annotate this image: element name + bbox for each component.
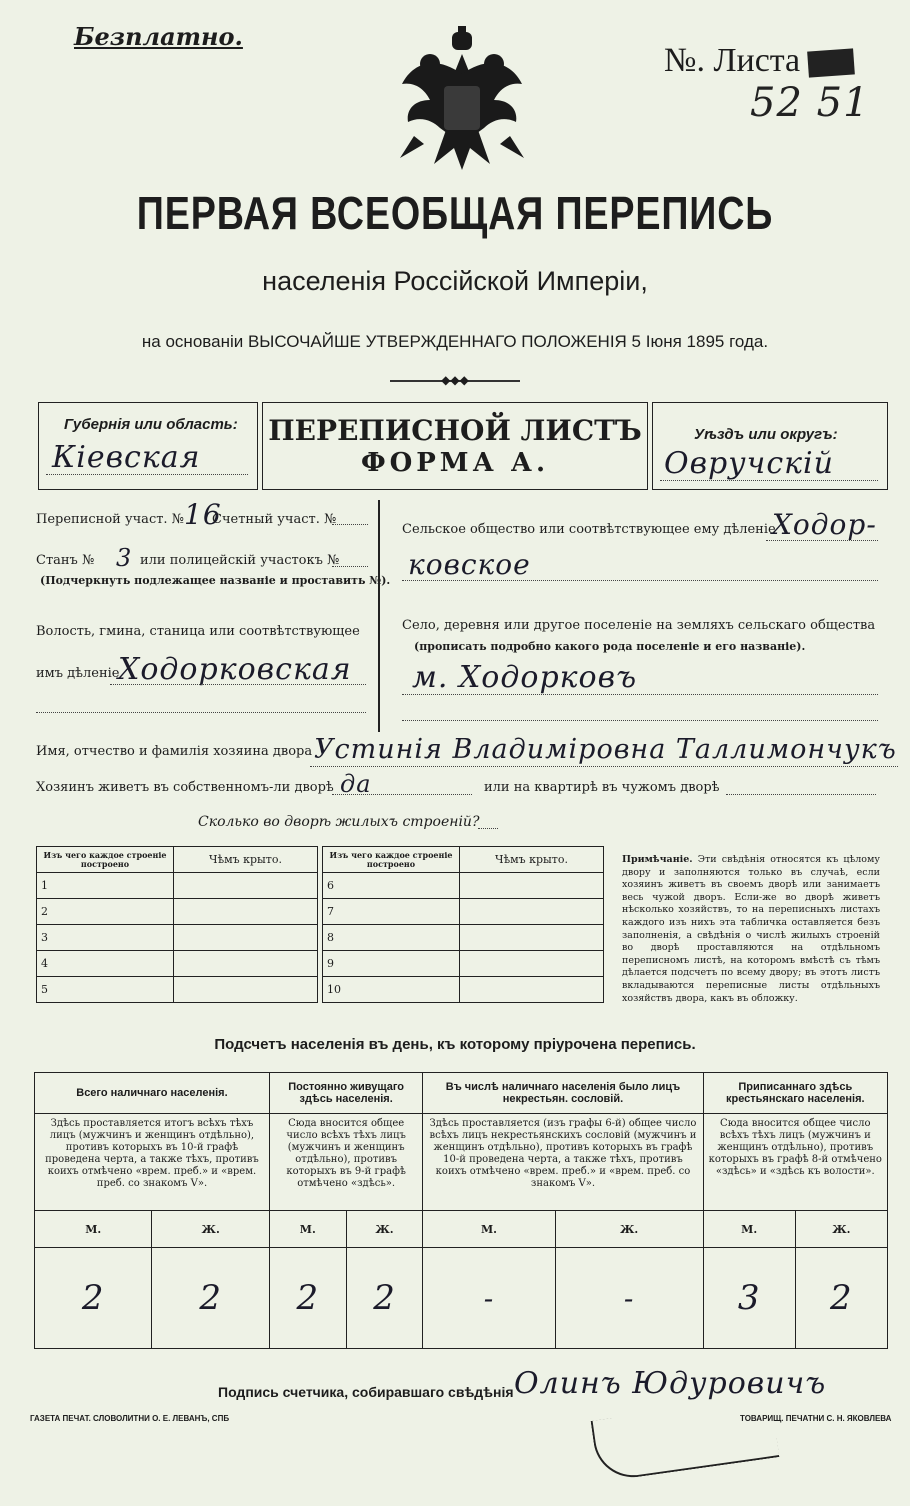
table-row bbox=[323, 951, 604, 977]
owner-rent-label: или на квартирѣ въ чужомъ дворѣ bbox=[484, 780, 720, 795]
note-title: Примѣчаніе. bbox=[622, 854, 693, 865]
col-material: Изъ чего каждое строеніе построено bbox=[323, 847, 460, 873]
col-head-non-peasant: Въ числѣ наличнаго населенія было лицъ некрестьян. сословій. bbox=[423, 1073, 703, 1114]
district-label: Уѣздъ или округъ: bbox=[694, 426, 838, 443]
owner-lives-label: Хозяинъ живетъ въ собственномъ-ли дворѣ bbox=[36, 780, 334, 795]
row-number: 7 bbox=[323, 899, 460, 925]
permanent-female-value: 2 bbox=[346, 1248, 423, 1349]
buildings-table-left bbox=[36, 846, 318, 1003]
free-label: Безплатно. bbox=[74, 22, 243, 51]
male-label: М. bbox=[35, 1211, 152, 1248]
row-number: 6 bbox=[323, 873, 460, 899]
stan-value: 3 bbox=[116, 544, 133, 572]
volost-label: Волость, гмина, станица или соотвѣтствующее bbox=[36, 624, 360, 639]
village-label: Село, деревня или другое поселеніе на земляхъ сельскаго общества bbox=[402, 618, 876, 633]
female-label: Ж. bbox=[795, 1211, 887, 1248]
col-material: Изъ чего каждое строеніе построено bbox=[37, 847, 174, 873]
sheet-number-handwritten: 52 51 bbox=[750, 80, 870, 126]
table-row bbox=[37, 977, 318, 1003]
peasant-male-value: 3 bbox=[703, 1248, 795, 1349]
male-label: М. bbox=[269, 1211, 346, 1248]
row-number: 10 bbox=[323, 977, 460, 1003]
stan-label: Станъ № bbox=[36, 553, 95, 568]
sheet-number-label: №. Листа bbox=[664, 42, 801, 79]
village-value: м. Ходорковъ bbox=[412, 660, 638, 695]
table-row bbox=[323, 925, 604, 951]
table-row bbox=[37, 873, 318, 899]
count-district-label: Счетный участ. № bbox=[212, 512, 337, 527]
row-number: 5 bbox=[37, 977, 174, 1003]
female-label: Ж. bbox=[555, 1211, 703, 1248]
buildings-question: Сколько во дворѣ жилыхъ строеній? bbox=[198, 814, 480, 830]
total-male-value: 2 bbox=[35, 1248, 152, 1349]
col-roof: Чѣмъ крыто. bbox=[460, 847, 604, 873]
table-row bbox=[37, 951, 318, 977]
row-number: 3 bbox=[37, 925, 174, 951]
printer-imprint-left: ГАЗЕТА ПЕЧАТ. СЛОВОЛИТНИ О. Е. ЛЕВАНЪ, СПБ bbox=[30, 1414, 230, 1423]
village-note: (прописать подробно какого рода поселеніе и его названіе). bbox=[414, 640, 806, 653]
census-district-label: Переписной участ. № bbox=[36, 512, 184, 527]
buildings-note bbox=[622, 854, 880, 1005]
owner-lives-value: да bbox=[340, 770, 372, 798]
legal-basis: на основаніи ВЫСОЧАЙШЕ УТВЕРЖДЕННАГО ПОЛОЖЕНІЯ 5 Іюня 1895 года. bbox=[141, 332, 769, 351]
volost-value: Ходорковская bbox=[118, 652, 352, 687]
ornament-center: ◆◆◆ bbox=[441, 373, 469, 387]
table-row bbox=[323, 873, 604, 899]
society-value-1: Ходор- bbox=[772, 508, 877, 541]
province-value: Кіевская bbox=[52, 440, 201, 475]
double-headed-eagle-emblem bbox=[394, 24, 530, 174]
buildings-table-right bbox=[322, 846, 604, 1003]
col-head-total: Всего наличнаго населенія. bbox=[35, 1073, 270, 1114]
signature-label: Подпись счетчика, собиравшаго свѣдѣнія bbox=[218, 1384, 514, 1400]
form-code: ФОРМА А. bbox=[360, 448, 550, 478]
peasant-female-value: 2 bbox=[795, 1248, 887, 1349]
form-title: ПЕРЕПИСНОЙ ЛИСТЪ bbox=[268, 414, 642, 447]
population-title: Подсчетъ населенія въ день, къ которому пріурочена перепись. bbox=[214, 1036, 696, 1053]
female-label: Ж. bbox=[346, 1211, 423, 1248]
col-roof: Чѣмъ крыто. bbox=[174, 847, 318, 873]
row-number: 4 bbox=[37, 951, 174, 977]
total-female-value: 2 bbox=[152, 1248, 269, 1349]
police-label: или полицейскій участокъ № bbox=[140, 553, 340, 568]
volost-label-2: имъ дѣленіе bbox=[36, 666, 120, 681]
stan-note: (Подчеркнуть подлежащее названіе и проставить №). bbox=[40, 574, 391, 587]
non-peasant-female-value: - bbox=[555, 1248, 703, 1349]
census-district-value: 16 bbox=[184, 498, 222, 531]
table-row bbox=[37, 925, 318, 951]
col-head-peasant: Приписаннаго здѣсь крестьянскаго населенія. bbox=[703, 1073, 887, 1114]
owner-name-label: Имя, отчество и фамилія хозяина двора bbox=[36, 744, 313, 759]
col-head-permanent: Постоянно живущаго здѣсь населенія. bbox=[269, 1073, 422, 1114]
col-desc-peasant: Сюда вносится общее число всѣхъ тѣхъ лицъ (мужчинъ и женщинъ отдѣльно), противъ которыхъ въ графѣ 8-й отмѣчено «здѣсь» и «здѣсь къ волости». bbox=[703, 1114, 887, 1211]
row-number: 8 bbox=[323, 925, 460, 951]
non-peasant-male-value: - bbox=[423, 1248, 555, 1349]
population-table bbox=[34, 1072, 888, 1349]
col-desc-permanent: Сюда вносится общее число всѣхъ тѣхъ лицъ (мужчинъ и женщинъ отдѣльно), противъ которыхъ въ 9-й графѣ отмѣчено «здѣсь». bbox=[269, 1114, 422, 1211]
row-number: 9 bbox=[323, 951, 460, 977]
page-subtitle: населенія Россійской Имперіи, bbox=[262, 266, 648, 296]
male-label: М. bbox=[703, 1211, 795, 1248]
owner-name-value: Устинія Владиміровна Таллимончукъ bbox=[314, 734, 897, 765]
society-value-2: ковское bbox=[408, 548, 531, 581]
sheet-number-blot bbox=[807, 48, 855, 77]
table-row bbox=[37, 899, 318, 925]
district-value: Овручскій bbox=[664, 446, 834, 481]
table-row bbox=[323, 899, 604, 925]
female-label: Ж. bbox=[152, 1211, 269, 1248]
table-row bbox=[323, 977, 604, 1003]
row-number: 2 bbox=[37, 899, 174, 925]
col-desc-non-peasant: Здѣсь проставляется (изъ графы 6-й) общее число всѣхъ лицъ некрестьянскихъ сословій (мужчинъ и женщинъ отдѣльно), противъ которыхъ въ графѣ 10-й проведена черта, а также тѣхъ, противъ коихъ отмѣчено «врем. преб.» и «врем. преб. со знакомъ V». bbox=[423, 1114, 703, 1211]
field-column-divider bbox=[378, 500, 380, 732]
page-title: ПЕРВАЯ ВСЕОБЩАЯ ПЕРЕПИСЬ bbox=[136, 187, 774, 239]
society-label: Сельское общество или соотвѣтствующее ему дѣленіе bbox=[402, 522, 776, 537]
note-text: Эти свѣдѣнія относятся къ цѣлому двору и заполняются только въ случаѣ, если хозяинъ живетъ въ своемъ дворѣ или занимаетъ весь чужой дворъ. Если-же во дворѣ живетъ нѣсколько хозяйствъ, то на переписныхъ листахъ каждого изъ нихъ эта табличка оставляется безъ заполненія, а свѣдѣнія о числѣ жилыхъ строеній во дворѣ проставляются на отдѣльномъ переписномъ листѣ, на которомъ вмѣстѣ съ тѣмъ дѣлается подсчетъ по всему двору; въ этотъ листъ вкладываются переписные листы отдѣльныхъ хозяйствъ двора, какъ въ обложку. bbox=[622, 854, 880, 1004]
signature-flourish bbox=[591, 1396, 780, 1483]
printer-imprint-right: ТОВАРИЩ. ПЕЧАТНИ С. Н. ЯКОВЛЕВА bbox=[740, 1414, 892, 1423]
province-label: Губернія или область: bbox=[64, 416, 238, 433]
signature-value: Олинъ Юдуровичъ bbox=[514, 1366, 827, 1401]
col-desc-total: Здѣсь проставляется итогъ всѣхъ тѣхъ лицъ (мужчинъ и женщинъ отдѣльно), противъ которыхъ въ 10-й графѣ проведена черта, а также тѣхъ, противъ коихъ отмѣчено «врем. преб.» и «врем. преб. со знакомъ V». bbox=[35, 1114, 270, 1211]
row-number: 1 bbox=[37, 873, 174, 899]
male-label: М. bbox=[423, 1211, 555, 1248]
permanent-male-value: 2 bbox=[269, 1248, 346, 1349]
